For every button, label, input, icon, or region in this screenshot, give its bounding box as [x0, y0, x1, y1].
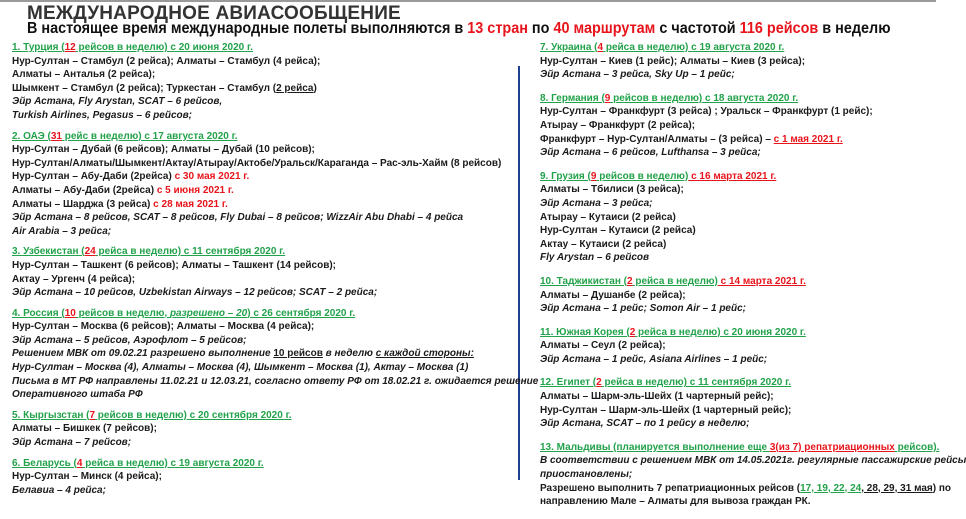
text-segment: 4. Россия (	[12, 307, 65, 319]
section-line	[12, 198, 538, 212]
page-subtitle	[27, 20, 891, 38]
section-line	[12, 347, 538, 361]
text-segment: с 14 марта 2021 г.	[717, 275, 806, 287]
text-segment: Нур-Султан – Абу-Даби (2рейса)	[12, 171, 175, 183]
text-segment: ) с 26 сентября 2020 г.	[247, 307, 356, 319]
text-segment: с 16 марта 2021 г.	[688, 170, 777, 182]
section-line	[12, 334, 538, 348]
text-segment: Актау – Ургенч (4 рейса);	[12, 273, 136, 285]
section-line	[12, 211, 538, 225]
section-line	[12, 157, 538, 171]
text-segment: 12	[64, 42, 76, 53]
section-line	[12, 436, 538, 450]
text-segment: В настоящее время международные полеты выполняются в	[27, 20, 468, 37]
text-segment: 7	[89, 409, 96, 421]
section-line	[12, 68, 538, 82]
text-segment: рейса в неделю) с 19 августа 2020 г.	[603, 42, 785, 53]
text-segment: Алматы – Сеул (2 рейса);	[540, 340, 666, 352]
text-segment: Эйр Астана, SCAT – по 1 рейсу в неделю;	[540, 418, 750, 430]
section-line	[12, 259, 538, 273]
text-segment: Алматы – Шарджа (3 рейса)	[12, 198, 154, 210]
country-section	[12, 457, 538, 498]
section-line	[12, 82, 538, 96]
section-line	[12, 470, 538, 484]
country-section	[12, 41, 538, 123]
section-line	[540, 468, 966, 482]
section-line	[12, 422, 538, 436]
text-segment: рейсов в неделю)	[596, 170, 689, 182]
text-segment: 10	[64, 307, 76, 319]
text-segment: Нур-Султан – Стамбул (2 рейса); Алматы – Стамбул (4 рейса);	[12, 55, 321, 67]
section-line	[540, 390, 966, 404]
text-segment: 9. Грузия (	[540, 170, 591, 182]
section-line	[540, 353, 966, 367]
text-segment: Нур-Султан/Алматы/Шымкент/Актау/Атырау/Актобе/Уральск/Караганда – Рас-эль-Хайм (8 рейсов)	[12, 157, 502, 169]
text-segment: Нур-Султан – Шарм-эль-Шейх (1 чартерный рейс);	[540, 404, 792, 416]
section-line	[12, 170, 538, 184]
section-line	[540, 482, 966, 496]
text-segment: рейса в неделю) с 11 сентября 2020 г.	[601, 377, 792, 389]
text-segment: приостановлены;	[540, 469, 633, 481]
text-segment: рейса в неделю) с 19 августа 2020 г.	[82, 457, 264, 469]
text-segment: Эйр Астана – 10 рейсов, Uzbekistan Airways – 12 рейсов; SCAT – 2 рейса;	[12, 287, 378, 299]
text-segment: 4	[76, 457, 83, 469]
text-segment: 5. Кыргызстан (	[12, 409, 90, 421]
section-heading	[12, 457, 538, 471]
section-heading	[540, 92, 966, 106]
section-line	[540, 495, 966, 509]
text-segment: 8. Германия (	[540, 92, 605, 104]
section-line	[540, 68, 966, 82]
top-border	[0, 0, 936, 2]
text-segment: разрешено – 20	[169, 307, 248, 319]
text-segment: 7. Украина (	[540, 42, 598, 53]
text-segment: Нур-Султан – Минск (4 рейса);	[12, 471, 162, 483]
text-segment: 2	[627, 275, 633, 287]
section-heading	[12, 245, 538, 259]
text-segment: Алматы – Душанбе (2 рейса);	[540, 289, 686, 301]
text-segment: Нур-Султан – Киев (1 рейс); Алматы – Киев (3 рейса);	[540, 55, 806, 67]
text-segment: Шымкент – Стамбул (2 рейса); Туркестан – Стамбул (	[12, 82, 277, 94]
country-section	[540, 376, 966, 430]
text-segment: 40 маршрутам	[553, 20, 656, 37]
section-heading	[540, 326, 966, 340]
text-segment: рейса в неделю) с 20 июня 2020 г.	[635, 326, 806, 338]
section-line	[12, 109, 538, 123]
text-segment: с каждой стороны:	[375, 348, 474, 360]
section-heading	[540, 376, 966, 390]
section-line	[540, 404, 966, 418]
section-heading	[540, 275, 966, 289]
text-segment: Эйр Астана – 7 рейсов;	[12, 437, 132, 449]
text-segment: 2. ОАЭ (	[12, 130, 51, 142]
section-line	[12, 375, 538, 389]
text-segment: направлению Мале – Алматы для вывоза граждан РК.	[540, 496, 811, 508]
text-segment: с 5 июня 2021 г.	[156, 184, 234, 196]
country-section	[540, 92, 966, 160]
text-segment: Алматы – Анталья (2 рейса);	[12, 69, 156, 81]
section-line	[540, 454, 966, 468]
country-section	[12, 130, 538, 239]
section-line	[12, 143, 538, 157]
section-line	[12, 95, 538, 109]
text-segment: Эйр Астана – 1 рейс; Somon Air – 1 рейс;	[540, 303, 746, 315]
text-segment: 116 рейсов	[739, 20, 819, 37]
section-line	[540, 211, 966, 225]
text-segment: Атырау – Франкфурт (2 рейса);	[540, 119, 696, 131]
section-line	[12, 225, 538, 239]
section-line	[12, 184, 538, 198]
left-column	[12, 41, 538, 504]
text-segment: 4	[597, 42, 604, 53]
section-line	[12, 55, 538, 69]
section-heading	[540, 441, 966, 455]
text-segment: с частотой	[655, 20, 740, 37]
section-line	[540, 289, 966, 303]
text-segment: 17, 19, 22, 24	[800, 482, 862, 494]
text-segment: рейсов в неделю,	[75, 307, 170, 319]
text-segment: Эйр Астана, Fly Arystan, SCAT – 6 рейсов,	[12, 96, 223, 108]
section-line	[540, 339, 966, 353]
text-segment: в неделю	[322, 348, 376, 360]
text-segment: 11. Южная Корея (	[540, 326, 630, 338]
text-segment: Эйр Астана – 3 рейса, Sky Up – 1 рейс;	[540, 69, 735, 81]
text-segment: с 28 мая 2021 г.	[153, 198, 228, 210]
page-title: МЕЖДУНАРОДНОЕ АВИАСООБЩЕНИЕ	[27, 3, 401, 24]
text-segment: Нур-Султан – Ташкент (6 рейсов); Алматы – Ташкент (14 рейсов);	[12, 259, 337, 271]
section-line	[540, 183, 966, 197]
country-section	[540, 275, 966, 316]
section-line	[540, 238, 966, 252]
section-line	[540, 119, 966, 133]
section-line	[540, 105, 966, 119]
text-segment: 2	[596, 377, 602, 389]
text-segment: Франкфурт – Нур-Султан/Алматы – (3 рейса) –	[540, 133, 774, 145]
section-line	[540, 251, 966, 265]
text-segment: 9	[590, 170, 597, 182]
section-line	[12, 484, 538, 498]
text-segment: Нур-Султан – Кутаиси (2 рейса)	[540, 225, 696, 237]
country-section	[540, 170, 966, 265]
text-segment: 3. Узбекистан (	[12, 246, 85, 258]
text-segment: 9	[604, 92, 611, 104]
section-heading	[12, 130, 538, 144]
text-segment: рейс в неделю) с 17 августа 2020 г.	[61, 130, 238, 142]
section-line	[540, 197, 966, 211]
text-segment: Нур-Султан – Москва (4), Алматы – Москва (4), Шымкент – Москва (1), Актау – Москва (1)	[12, 362, 469, 374]
text-segment: Эйр Астана – 3 рейса;	[540, 197, 653, 209]
country-section	[540, 441, 966, 509]
text-segment: )	[313, 82, 317, 94]
text-segment: Нур-Султан – Франкфурт (3 рейса) ; Уральск – Франкфурт (1 рейс);	[540, 106, 873, 118]
text-segment: Алматы – Бишкек (7 рейсов);	[12, 423, 157, 435]
text-segment: Белавиа – 4 рейса;	[12, 484, 106, 496]
text-segment: рейсов).	[894, 441, 940, 453]
text-segment: 3(из 7) репатриационных	[769, 441, 895, 453]
text-segment: Разрешено выполнить 7 репатриационных рейсов (	[540, 482, 801, 494]
section-line	[540, 55, 966, 69]
text-segment: В соответствии с решением МВК от 14.05.2021г. регулярные пассажирские рейсы	[540, 455, 966, 467]
text-segment: 6. Беларусь (	[12, 457, 77, 469]
text-segment: рейсов в неделю) с 20 июня 2020 г.	[75, 42, 253, 53]
text-segment: 13 стран	[467, 20, 528, 37]
section-heading	[12, 41, 538, 55]
text-segment: Алматы – Шарм-эль-Шейх (1 чартерный рейс);	[540, 391, 774, 403]
text-segment: по	[527, 20, 554, 37]
right-column	[540, 41, 966, 519]
country-section	[540, 41, 966, 82]
text-segment: , 28, 29, 31 мая	[861, 482, 933, 494]
text-segment: Эйр Астана – 8 рейсов, SCAT – 8 рейсов, Fly Dubai – 8 рейсов; WizzAir Abu Dhabi – 4 рейса	[12, 212, 464, 224]
section-line	[12, 286, 538, 300]
section-heading	[540, 170, 966, 184]
text-segment: Алматы – Абу-Даби (2рейса)	[12, 184, 157, 196]
text-segment: с 30 мая 2021 г.	[174, 171, 250, 183]
text-segment: Эйр Астана – 1 рейс, Asiana Airlines – 1 рейс;	[540, 353, 768, 365]
text-segment: 31	[50, 130, 62, 142]
section-line	[540, 224, 966, 238]
country-section	[540, 326, 966, 367]
section-line	[540, 133, 966, 147]
text-segment: Эйр Астана – 6 рейсов, Lufthansa – 3 рейса;	[540, 147, 761, 159]
text-segment: Алматы – Тбилиси (3 рейса);	[540, 184, 684, 196]
text-segment: 12. Египет (	[540, 377, 597, 389]
text-segment: Эйр Астана – 5 рейсов, Аэрофлот – 5 рейсов;	[12, 334, 247, 346]
section-heading	[12, 307, 538, 321]
text-segment: 24	[84, 246, 96, 258]
country-section	[12, 409, 538, 450]
text-segment: 1. Турция (	[12, 42, 65, 53]
section-line	[540, 146, 966, 160]
section-line	[12, 361, 538, 375]
text-segment: Air Arabia – 3 рейса;	[12, 225, 112, 237]
text-segment: с 1 мая 2021 г.	[773, 133, 843, 145]
text-segment: рейса в неделю)	[632, 275, 718, 287]
text-segment: Нур-Султан – Дубай (6 рейсов); Алматы – Дубай (10 рейсов);	[12, 144, 315, 156]
country-section	[12, 307, 538, 402]
text-segment: Fly Arystan – 6 рейсов	[540, 252, 650, 264]
section-line	[12, 320, 538, 334]
text-segment: рейсов в неделю) с 18 августа 2020 г.	[610, 92, 799, 104]
text-segment: в неделю	[818, 20, 891, 37]
text-segment: 2 рейса	[276, 82, 314, 94]
text-segment: Оперативного штаба РФ	[12, 389, 143, 401]
section-heading	[12, 409, 538, 423]
section-line	[540, 417, 966, 431]
text-segment: рейса в неделю) с 11 сентября 2020 г.	[95, 246, 286, 258]
text-segment: 2	[629, 326, 636, 338]
text-segment: Письма в МТ РФ направлены 11.02.21 и 12.03.21, согласно ответу РФ от 18.02.21 г. ожидается решение	[12, 375, 539, 387]
section-line	[12, 273, 538, 287]
text-segment: 13. Мальдивы (планируется выполнение еще	[540, 441, 770, 453]
text-segment: Решением МВК от 09.02.21 разрешено выполнение	[12, 348, 274, 360]
section-line	[540, 302, 966, 316]
text-segment: Нур-Султан – Москва (6 рейсов); Алматы – Москва (4 рейса);	[12, 321, 315, 333]
section-heading	[540, 41, 966, 55]
text-segment: 10 рейсов	[273, 348, 323, 360]
country-section	[12, 245, 538, 299]
text-segment: Turkish Airlines, Pegasus – 6 рейсов;	[12, 109, 192, 121]
section-line	[12, 388, 538, 402]
text-segment: 10. Таджикистан (	[540, 275, 628, 287]
text-segment: Атырау – Кутаиси (2 рейса)	[540, 211, 676, 223]
text-segment: ) по	[932, 482, 951, 494]
text-segment: Актау – Кутаиси (2 рейса)	[540, 238, 667, 250]
text-segment: рейсов в неделю) с 20 сентября 2020 г.	[95, 409, 292, 421]
